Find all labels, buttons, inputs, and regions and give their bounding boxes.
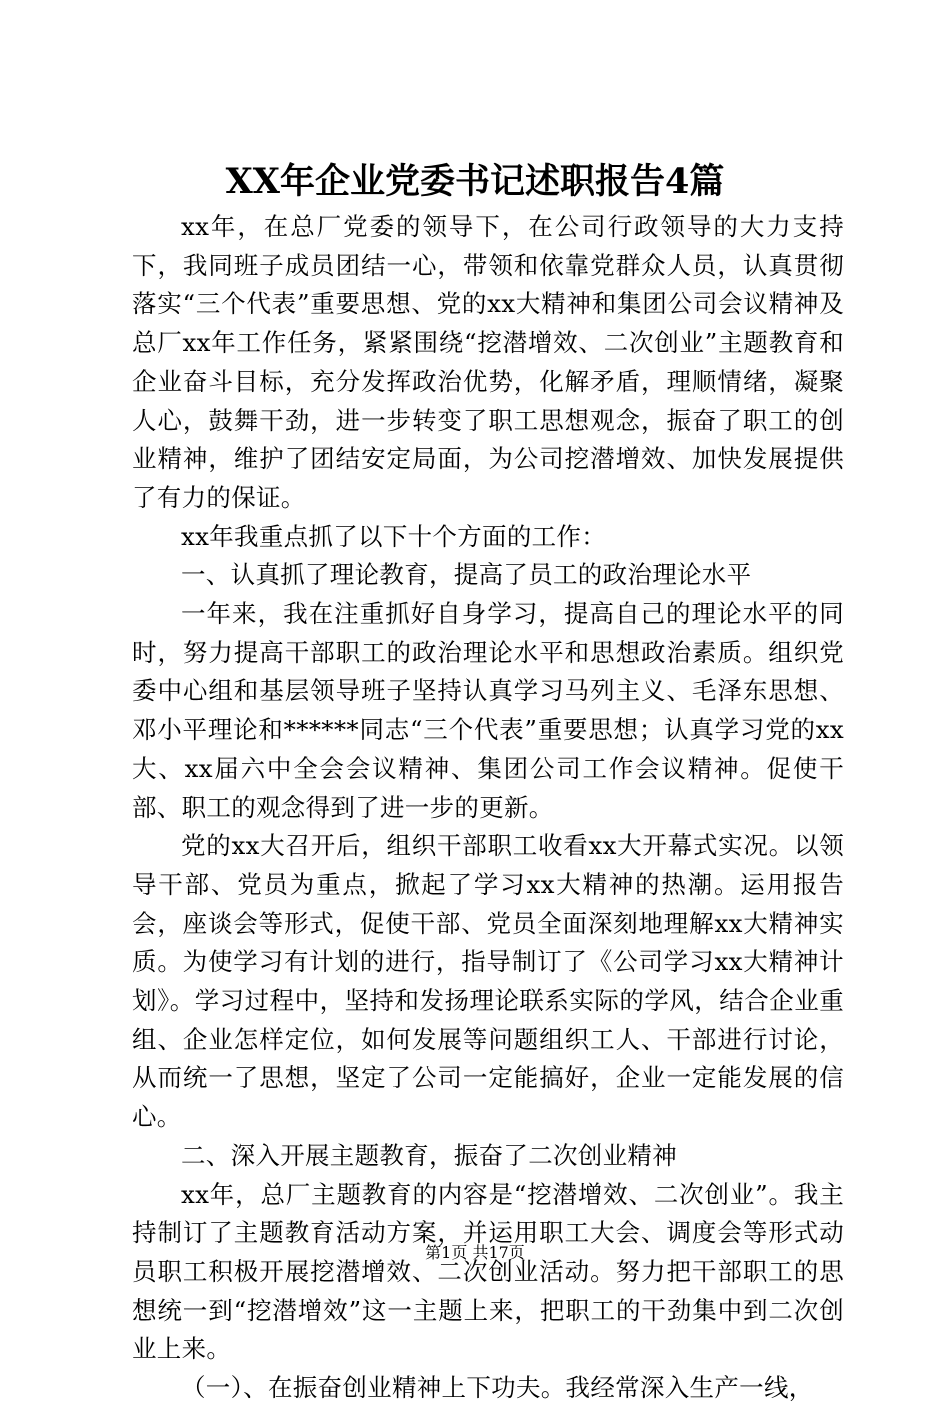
paragraph-congress-study: 党的xx大召开后，组织干部职工收看xx大开幕式实况。以领导干部、党员为重点，掀起了学习xx大精神的热潮。运用报告会，座谈会等形式，促使干部、党员全面深刻地理解xx大精神实质。为使学习有计划的进行，指导制订了《公司学习xx大精神计划》。学习过程中，坚持和发扬理论联系实际的学风，结合企业重组、企业怎样定位，如何发展等问题组织工人、干部进行讨论，从而统一了思想，坚定了公司一定能搞好，企业一定能发展的信心。: [132, 831, 844, 1132]
document-body: [132, 208, 844, 1408]
paragraph-overview: xx年我重点抓了以下十个方面的工作：: [181, 521, 607, 551]
section-heading-1: 一、认真抓了理论教育，提高了员工的政治理论水平: [181, 560, 752, 590]
paragraph-theory-study: 一年来，我在注重抓好自身学习，提高自己的理论水平的同时，努力提高干部职工的政治理论水平和思想政治素质。组织党委中心组和基层领导班子坚持认真学习马列主义、毛泽东思想、邓小平理论和******同志“三个代表”重要思想；认真学习党的xx大、xx届六中全会会议精神、集团公司工作会议精神。促使干部、职工的观念得到了进一步的更新。: [132, 599, 844, 822]
section-heading-2: 二、深入开展主题教育，振奋了二次创业精神: [181, 1140, 677, 1170]
page-number-footer: 第1页 共17页: [425, 1243, 525, 1262]
paragraph-subsection-1: （一）、在振奋创业精神上下功夫。我经常深入生产一线，: [181, 1373, 814, 1403]
document-title: XX年企业党委书记述职报告4篇: [225, 161, 725, 202]
paragraph-intro: xx年，在总厂党委的领导下，在公司行政领导的大力支持下，我同班子成员团结一心，带领和依靠党群众人员，认真贯彻落实“三个代表”重要思想、党的xx大精神和集团公司会议精神及总厂xx年工作任务，紧紧围绕“挖潜增效、二次创业”主题教育和企业奋斗目标，充分发挥政治优势，化解矛盾，理顺情绪，凝聚人心，鼓舞干劲，进一步转变了职工思想观念，振奋了职工的创业精神，维护了团结安定局面，为公司挖潜增效、加快发展提供了有力的保证。: [132, 212, 844, 512]
paragraph-theme-education: xx年，总厂主题教育的内容是“挖潜增效、二次创业”。我主持制订了主题教育活动方案，并运用职工大会、调度会等形式动员职工积极开展挖潜增效、二次创业活动。努力把干部职工的思想统一到“挖潜增效”这一主题上来，把职工的干劲集中到二次创业上来。: [132, 1179, 844, 1364]
